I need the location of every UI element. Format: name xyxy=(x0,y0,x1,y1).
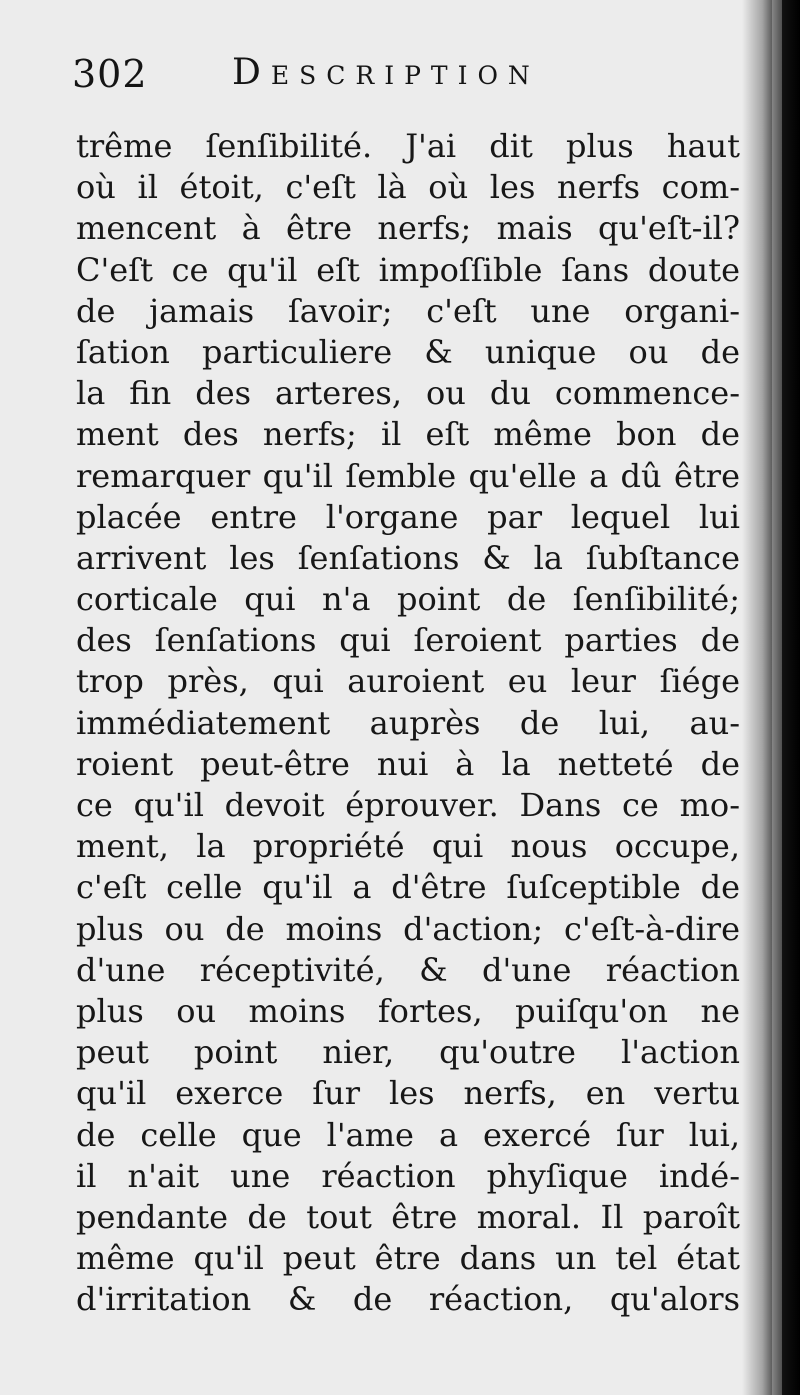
text-line: où il étoit, c'eſt là où les nerfs com- xyxy=(76,168,740,207)
text-line: trême ſenſibilité. J'ai dit plus haut xyxy=(76,127,740,165)
text-line: ce qu'il devoit éprouver. Dans ce mo- xyxy=(76,786,740,824)
text-line: des ſenſations qui ſeroient parties de xyxy=(76,621,740,660)
running-title: Description xyxy=(232,52,540,93)
text-line: qu'il exerce ſur les nerfs, en vertu xyxy=(76,1074,740,1113)
text-line: même qu'il peut être dans un tel état xyxy=(76,1239,740,1278)
binding-highlight xyxy=(772,0,782,1395)
text-line: ment des nerfs; il eſt même bon de xyxy=(76,415,740,454)
text-line: roient peut-être nui à la netteté de xyxy=(76,744,740,783)
text-line: C'eſt ce qu'il eſt impoſſible ſans doute xyxy=(76,250,740,289)
text-line: remarquer qu'il ſemble qu'elle a dû être xyxy=(76,456,740,495)
text-line: plus ou moins fortes, puiſqu'on ne xyxy=(76,991,740,1030)
text-line: il n'ait une réaction phyſique indé- xyxy=(76,1156,740,1195)
text-line: peut point nier, qu'outre l'action xyxy=(76,1033,740,1072)
text-line: de jamais ſavoir; c'eſt une organi- xyxy=(76,291,740,330)
text-line: pendante de tout être moral. Il paroît xyxy=(76,1197,740,1236)
text-line: d'une réceptivité, & d'une réaction xyxy=(76,950,740,989)
body-text xyxy=(76,126,740,1320)
page-header xyxy=(72,52,632,102)
text-line: ſation particuliere & unique ou de xyxy=(76,332,740,371)
text-line: la fin des arteres, ou du commence- xyxy=(76,374,740,413)
text-line: mencent à être nerfs; mais qu'eſt-il? xyxy=(76,209,740,248)
text-line: corticale qui n'a point de ſenſibilité; xyxy=(76,580,740,619)
text-line: plus ou de moins d'action; c'eſt-à-dire xyxy=(76,909,740,948)
binding-shadow xyxy=(742,0,800,1395)
text-line: immédiatement auprès de lui, au- xyxy=(76,703,740,742)
text-line: de celle que l'ame a exercé ſur lui, xyxy=(76,1115,740,1154)
text-line: placée entre l'organe par lequel lui xyxy=(76,497,740,536)
text-line: trop près, qui auroient eu leur ſiége xyxy=(76,662,740,701)
text-line: ment, la propriété qui nous occupe, xyxy=(76,827,740,866)
text-line: d'irritation & de réaction, qu'alors xyxy=(76,1280,740,1319)
page-number: 302 xyxy=(72,52,148,96)
text-line: arrivent les ſenſations & la ſubſtance xyxy=(76,538,740,577)
text-line: c'eſt celle qu'il a d'être ſuſceptible de xyxy=(76,868,740,907)
